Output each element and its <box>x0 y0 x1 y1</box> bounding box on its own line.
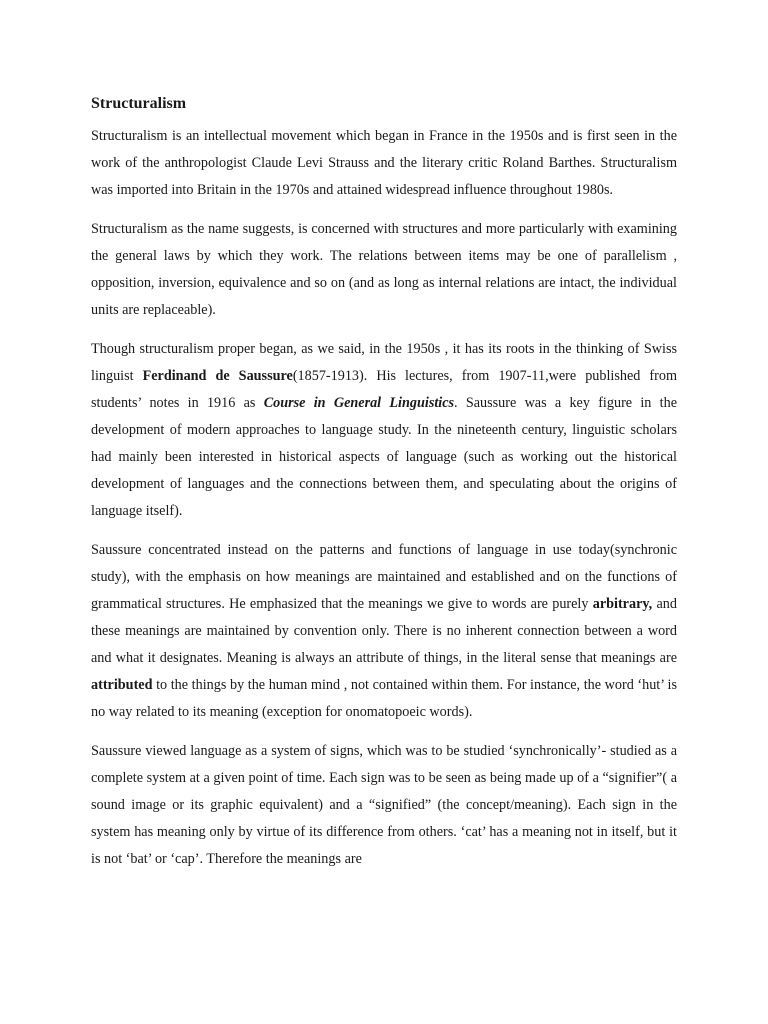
paragraph-2: Structuralism as the name suggests, is concerned with structures and more particularly with examining the general laws by which they work. The relations between items may be one of parallelism , opposition, inversion, equivalence and so on (and as long as internal relations are intact, the individual units are replaceable). <box>91 221 677 318</box>
book-title: Course in General Linguistics <box>263 395 455 411</box>
paragraph-4-text-2: and these meanings are maintained by convention only. There is no inherent connection between a word and what it designates. Meaning is always an attribute of things, in the literal sense that meanings are <box>91 596 677 666</box>
paragraph-1: Structuralism is an intellectual movement which began in France in the 1950s and is first seen in the work of the anthropologist Claude Levi Strauss and the literary critic Roland Barthes. Structuralism was imported into Britain in the 1970s and attained widespread influence throughout 1980s. <box>91 128 677 198</box>
attributed-term: attributed <box>91 677 153 693</box>
paragraph-4-text-1: Saussure concentrated instead on the patterns and functions of language in use today(synchronic study), with the emphasis on how meanings are maintained and established and on the functions of grammatical structures. He emphasized that the meanings we give to words are purely <box>91 542 677 612</box>
paragraph-3-text-1: Though structuralism proper began, as we said, in the 1950s , it has its roots in the thinking of Swiss linguist <box>91 341 677 384</box>
paragraph-3-text-3: . Saussure was a key figure in the development of modern approaches to language study. In the nineteenth century, linguistic scholars had mainly been interested in historical aspects of language (such as working out the historical development of languages and the connections between them, and speculating about the origins of language itself). <box>91 395 677 519</box>
arbitrary-term: arbitrary, <box>592 596 653 612</box>
page-title: Structuralism <box>91 95 187 112</box>
saussure-name: Ferdinand de Saussure <box>142 368 293 384</box>
paragraph-3 <box>91 336 677 525</box>
paragraph-3-text-2: (1857-1913). His lectures, from 1907-11,were published from students’ notes in 1916 as <box>91 368 677 411</box>
paragraph-4-text-3: to the things by the human mind , not contained within them. For instance, the word ‘hut’ is no way related to its meaning (exception for onomatopoeic words). <box>91 677 677 720</box>
document-body <box>91 92 677 885</box>
paragraph-5: Saussure viewed language as a system of signs, which was to be studied ‘synchronically’- studied as a complete system at a given point of time. Each sign was to be seen as being made up of a “signifier”( a sound image or its graphic equivalent) and a “signified” (the concept/meaning). Each sign in the system has meaning only by virtue of its difference from others. ‘cat’ has a meaning not in itself, but it is not ‘bat’ or ‘cap’. Therefore the meanings are <box>91 743 677 867</box>
paragraph-4 <box>91 537 677 726</box>
